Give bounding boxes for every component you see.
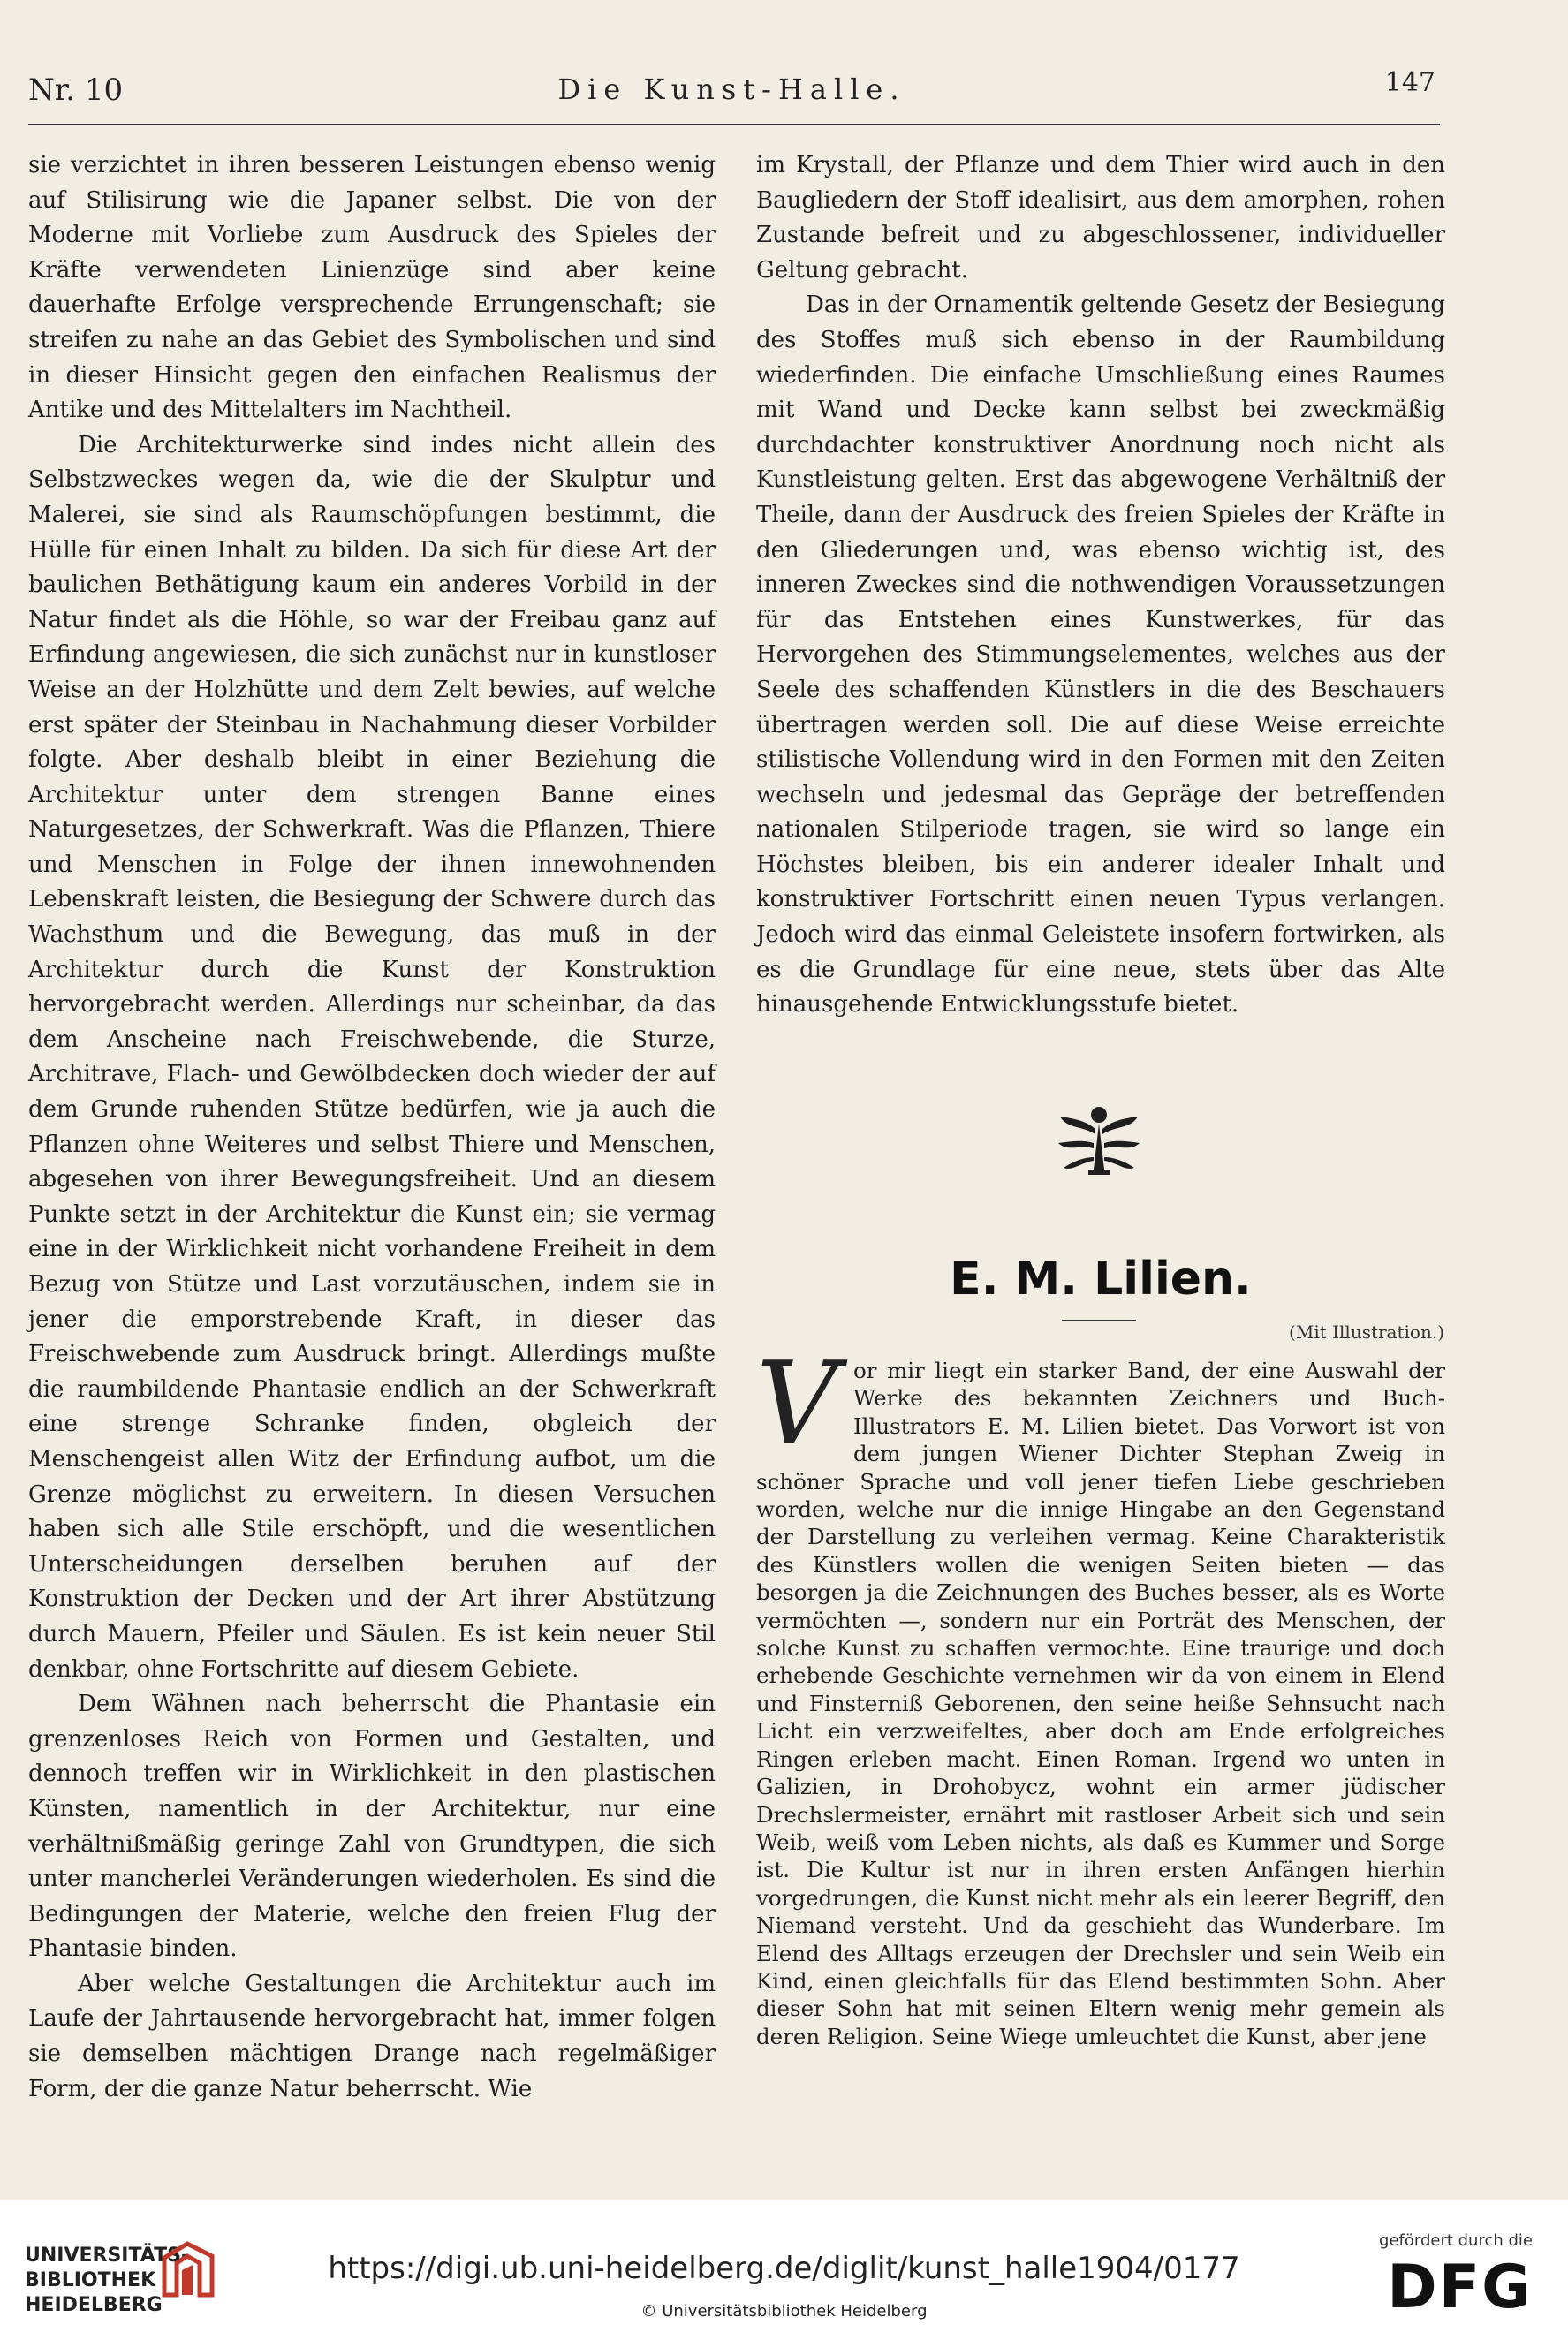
journal-title: Die Kunst-Halle. (557, 72, 906, 106)
paragraph: Dem Wähnen nach beherrscht die Phantasie ein grenzenloses Reich von Formen und Gestalten, und dennoch treffen wir in Wirklichkeit in den plastischen Künsten, namentlich in der Architektur, nur eine verhältnißmäßig geringe Zahl von Grundtypen, die sich unter mancherlei Veränderungen wiederholen. Es sind die Bedingungen der Materie, welche den freien Flug der Phantasie binden. (28, 1691, 716, 1963)
paragraph: Das in der Ornamentik geltende Gesetz der Besiegung des Stoffes muß sich ebenso in der Raumbildung wiederfinden. Die einfache Umschließung eines Raumes mit Wand und Decke kann selbst bei zweckmäßig durchdachter konstruktiver Anordnung noch nicht als Kunstleistung gelten. Erst das abgewogene Verhältniß der Theile, dann der Ausdruck des freien Spieles der Kräfte in den Gliederungen und, was ebenso wichtig ist, des inneren Zweckes sind die nothwendigen Voraussetzungen für das Entstehen eines Kunstwerkes, für das Hervorgehen des Stimmungselementes, welches aus der Seele des schaffenden Künstlers in die des Beschauers übertragen werden soll. Die auf diese Weise erreichte stilistische Vollendung wird in den Formen mit den Zeiten wechseln und jedesmal das Gepräge der betreffenden nationalen Stilperiode tragen, sie wird so lange ein Höchstes bleiben, bis ein anderer idealer Inhalt und konstruktiver Fortschritt einen neuen Typus verlangen. Jedoch wird das einmal Geleistete insofern fortwirken, als es die Grundlage für eine neue, stets über das Alte hinausgehende Entwicklungsstufe bietet. (756, 292, 1445, 1019)
right-column (756, 148, 1445, 1023)
article-text: or mir liegt ein starker Band, der eine Auswahl der Werke des bekannten Zeichners und Buch-Illustrators E. M. Lilien bietet. Das Vorwort ist von dem jungen Wiener Dichter Stephan Zweig in schöner Sprache und voll jener tiefen Liebe geschrieben worden, welche nur die innige Hingabe an den Gegenstand der Darstellung zu verleihen vermag. Keine Charakteristik des Künstlers wollen die wenigen Seiten bieten — das besorgen ja die Zeichnungen des Buches besser, als es Worte vermöchten —, sondern nur ein Porträt des Menschen, der solche Kunst zu schaffen vermochte. Eine traurige und doch erhebende Geschichte vernehmen wir da von einem in Elend und Finsterniß Geborenen, den seine heiße Sehnsucht nach Licht ein verzweifeltes, aber doch am Ende erfolgreiches Ringen erleben macht. Einen Roman. Irgend wo unten in Galizien, in Drohobycz, wohnt ein armer jüdischer Drechslermeister, ernährt mit rastloser Arbeit sich und sein Weib, weiß vom Leben nichts, als daß es Kummer und Sorge ist. Die Kultur ist nur in ihren ersten Anfängen hierhin vorgedrungen, die Kunst nicht mehr als ein leerer Begriff, den Niemand versteht. Und da geschieht das Wunderbare. Im Elend des Alltags erzeugen der Drechsler und sein Weib ein Kind, einen gleichfalls für das Elend bestimmten Sohn. Aber dieser Sohn hat mit seinen Eltern wenig mehr gemein als deren Religion. Seine Wiege umleuchtet die Kunst, aber jene (756, 1358, 1445, 2049)
article-subtitle: (Mit Illustration.) (1289, 1321, 1444, 1343)
header-rule (28, 124, 1440, 125)
article-body (756, 1338, 1445, 2050)
title-rule (1062, 1320, 1136, 1321)
paragraph: Die Architekturwerke sind indes nicht allein des Selbstzweckes wegen da, wie die der Skulptur und Malerei, sie sind als Raumschöpfungen bestimmt, die Hülle für einen Inhalt zu bilden. Da sich für diese Art der baulichen Bethätigung kaum ein anderes Vorbild in der Natur findet als die Höhle, so war der Freibau ganz auf Erfindung angewiesen, die sich zunächst nur in kunstloser Weise an der Holzhütte und dem Zelt bewies, auf welche erst später der Steinbau in Nachahmung dieser Vorbilder folgte. Aber deshalb bleibt in einer Beziehung die Architektur unter dem strengen Banne eines Naturgesetzes, der Schwerkraft. Was die Pflanzen, Thiere und Menschen in Folge der ihnen innewohnenden Lebenskraft leisten, die Besiegung der Schwere durch das Wachsthum und die Bewegung, das muß in der Architektur durch die Kunst der Konstruktion hervorgebracht werden. Allerdings nur scheinbar, da das dem Anscheine nach Freischwebende, die Sturze, Architrave, Flach- und Gewölbdecken doch wieder der auf dem Grunde ruhenden Stütze bedürfen, wie ja auch die Pflanzen ohne Weiteres und selbst Thiere und Menschen, abgesehen von ihrer Bewegungsfreiheit. Und an diesem Punkte setzt in der Architektur die Kunst ein; sie vermag eine in der Wirklichkeit nicht vorhandene Freiheit in dem Bezug von Stütze und Last vorzutäuschen, indem sie in jener die emporstrebende Kraft, in dieser das Freischwebende zum Ausdruck bringt. Allerdings mußte die raumbildende Phantasie endlich an der Schwerkraft eine strenge Schranke finden, obgleich der Menschengeist allen Witz der Erfindung aufbot, um die Grenze möglichst zu erweitern. In diesen Versuchen haben sich alle Stile erschöpft, und die wesentlichen Unterscheidungen derselben beruhen auf der Konstruktion der Decken und der Art ihrer Abstützung durch Mauern, Pfeiler und Säulen. Es ist kein neuer Stil denkbar, ohne Fortschritte auf diesem Gebiete. (28, 431, 716, 1683)
paragraph: sie verzichtet in ihren besseren Leistungen ebenso wenig auf Stilisirung wie die Japaner selbst. Die von der Moderne mit Vorliebe zum Ausdruck des Spieles der Kräfte verwendeten Linienzüge sind aber keine dauerhafte Erfolge versprechende Errungenschaft; sie streifen zu nahe an das Gebiet des Symbolischen und sind in dieser Hinsicht gegen den einfachen Realismus der Antike und des Mittelalters im Nachtheil. (28, 152, 716, 424)
drop-cap: V (756, 1338, 838, 1470)
copyright-notice: © Universitätsbibliothek Heidelberg (640, 2302, 928, 2321)
page-number: 147 (1384, 67, 1435, 98)
logo-line: UNIVERSITÄTS- (25, 2245, 190, 2267)
paragraph: Aber welche Gestaltungen die Architektur auch im Laufe der Jahrtausende hervorgebracht hat, immer folgen sie demselben mächtigen Drange nach regelmäßiger Form, der die ganze Natur beherrscht. Wie (28, 1970, 716, 2102)
funding-note: gefördert durch die (1379, 2231, 1533, 2250)
article-title: E. M. Lilien. (950, 1253, 1252, 1306)
permalink[interactable]: https://digi.ub.uni-heidelberg.de/diglit/kunst_halle1904/0177 (328, 2251, 1240, 2286)
page-header (28, 67, 1435, 117)
floral-ornament-icon (1055, 1099, 1143, 1178)
logo-line: BIBLIOTHEK (25, 2269, 156, 2291)
viewer-footer (0, 2200, 1568, 2340)
paragraph: im Krystall, der Pflanze und dem Thier wird auch in den Baugliedern der Stoff idealisirt, aus dem amorphen, rohen Zustande befreit und zu abgeschlossener, individueller Geltung gebracht. (756, 152, 1445, 284)
issue-number: Nr. 10 (28, 72, 124, 108)
dfg-logo[interactable]: DFG (1387, 2253, 1533, 2322)
logo-line: HEIDELBERG (25, 2294, 163, 2316)
left-column (28, 148, 716, 2107)
